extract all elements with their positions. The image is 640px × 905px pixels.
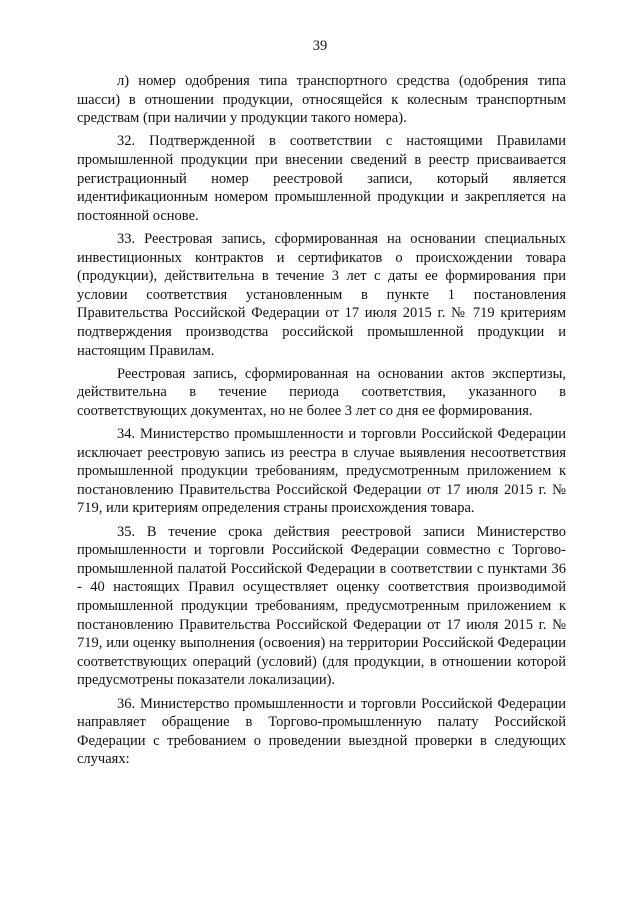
- page-number: 39: [312, 38, 328, 54]
- paragraph-item-l: л) номер одобрения типа транспортного средства (одобрения типа шасси) в отношении продукции, относящейся к колесным транспортным средствам (при наличии у продукции такого номера).: [77, 73, 566, 127]
- document-body: [77, 72, 566, 774]
- paragraph-33-continuation: Реестровая запись, сформированная на основании актов экспертизы, действительна в течение периода соответствия, указанного в соответствующих документах, но не более 3 лет со дня ее формирования.: [77, 365, 566, 419]
- paragraph-35: 35. В течение срока действия реестровой записи Министерство промышленности и торговли Российской Федерации совместно с Торгово-промышленной палатой Российской Федерации в соответствии с пунктами 36 - 40 настоящих Правил осуществляет оценку соответствия производимой промышленной продукции требованиям, предусмотренным приложением к постановлению Правительства Российской Федерации от 17 июля 2015 г. № 719, или оценку выполнения (освоения) на территории Российской Федерации соответствующих операций (условий) (для продукции, в отношении которой предусмотрены показатели локализации).: [77, 523, 566, 689]
- paragraph-32: 32. Подтвержденной в соответствии с настоящими Правилами промышленной продукции при внесении сведений в реестр присваивается регистрационный номер реестровой записи, который является идентификационным номером промышленной продукции и закрепляется на постоянной основе.: [77, 133, 566, 224]
- paragraph-34: 34. Министерство промышленности и торговли Российской Федерации исключает реестровую запись из реестра в случае выявления несоответствия промышленной продукции требованиям, предусмотренным приложением к постановлению Правительства Российской Федерации от 17 июля 2015 г. № 719, или критериям определения страны происхождения товара.: [77, 426, 566, 517]
- paragraph-33: 33. Реестровая запись, сформированная на основании специальных инвестиционных контрактов и сертификатов о происхождении товара (продукции), действительна в течение 3 лет с даты ее формирования при условии соответствия установленным в пункте 1 постановления Правительства Российской Федерации от 17 июля 2015 г. № 719 критериям подтверждения производства российской промышленной продукции и настоящим Правилам.: [77, 230, 566, 359]
- paragraph-36: 36. Министерство промышленности и торговли Российской Федерации направляет обращение в Торгово-промышленную палату Российской Федерации с требованием о проведении выездной проверки в следующих случаях:: [77, 695, 566, 768]
